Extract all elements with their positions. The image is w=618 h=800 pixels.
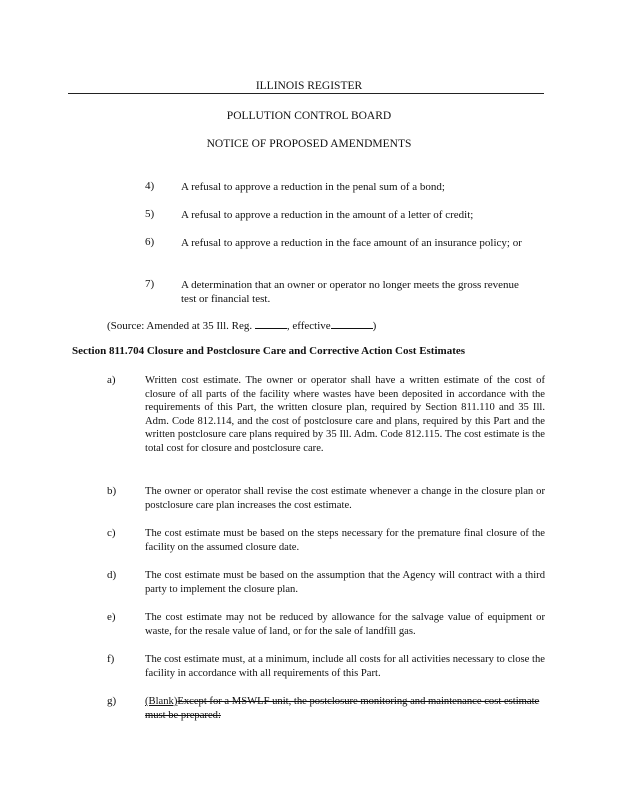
inserted-text: (Blank) (145, 696, 178, 707)
subsection-text: The cost estimate may not be reduced by allowance for the salvage value of equipment or waste, for the resale value of land, or for the sale of landfill gas. (145, 612, 545, 637)
item-number: 6) (145, 236, 155, 248)
item-number: 7) (145, 278, 155, 290)
subsection-text: The owner or operator shall revise the cost estimate whenever a change in the closure plan or postclosure care plan increases the cost estimate. (145, 486, 545, 511)
item-number: 4) (145, 180, 155, 192)
source-mid: , effective (286, 320, 331, 332)
subsection-label: a) (107, 374, 116, 386)
subsection-text (145, 695, 545, 722)
subsection-label: f) (107, 653, 115, 665)
item-number: 5) (145, 208, 155, 220)
register-page-blank (255, 318, 287, 329)
item-text: A refusal to approve a reduction in the amount of a letter of credit; (181, 209, 474, 221)
board-title: POLLUTION CONTROL BOARD (226, 110, 392, 122)
item-text: A refusal to approve a reduction in the penal sum of a bond; (181, 181, 445, 193)
item-text: A determination that an owner or operator no longer meets the gross revenue test or financial test. (181, 279, 519, 305)
subsection-label: b) (107, 485, 117, 497)
subsection-label: g) (107, 695, 117, 707)
source-note (107, 318, 376, 333)
subsection-label: e) (107, 611, 116, 623)
header-rule (68, 93, 544, 94)
subsection-text: The cost estimate must be based on the steps necessary for the premature final closure of the facility on the assumed closure date. (145, 528, 545, 553)
register-title: ILLINOIS REGISTER (255, 80, 363, 92)
subsection-text: The cost estimate must, at a minimum, include all costs for all activities necessary to close the facility in accordance with all requirements of this Part. (145, 654, 545, 679)
subsection-label: d) (107, 569, 117, 581)
subsection-text: The cost estimate must be based on the assumption that the Agency will contract with a third party to implement the closure plan. (145, 570, 545, 595)
deleted-text: Except for a MSWLF unit, the postclosure monitoring and maintenance cost estimate must be prepared: (145, 696, 540, 721)
item-text: A refusal to approve a reduction in the face amount of an insurance policy; or (181, 237, 522, 249)
subsection-label: c) (107, 527, 116, 539)
notice-title: NOTICE OF PROPOSED AMENDMENTS (206, 138, 412, 150)
source-prefix: (Source: Amended at 35 Ill. Reg. (107, 320, 255, 332)
subsection-text: Written cost estimate. The owner or operator shall have a written estimate of the cost of closure of all parts of the facility where wastes have been deposited in accordance with the requirements of this Part, the written closure plan, required by Section 811.110 and 35 Ill. Adm. Code 812.114, and the cost of postclosure care and plans, required by this Part and the written postclosure care plans required by 35 Ill. Adm. Code 812.115. The cost estimate is the total cost for closure and postclosure care. (145, 375, 545, 454)
effective-date-blank (331, 318, 373, 329)
source-suffix: ) (372, 320, 377, 332)
section-heading: Section 811.704 Closure and Postclosure Care and Corrective Action Cost Estimates (72, 345, 466, 357)
